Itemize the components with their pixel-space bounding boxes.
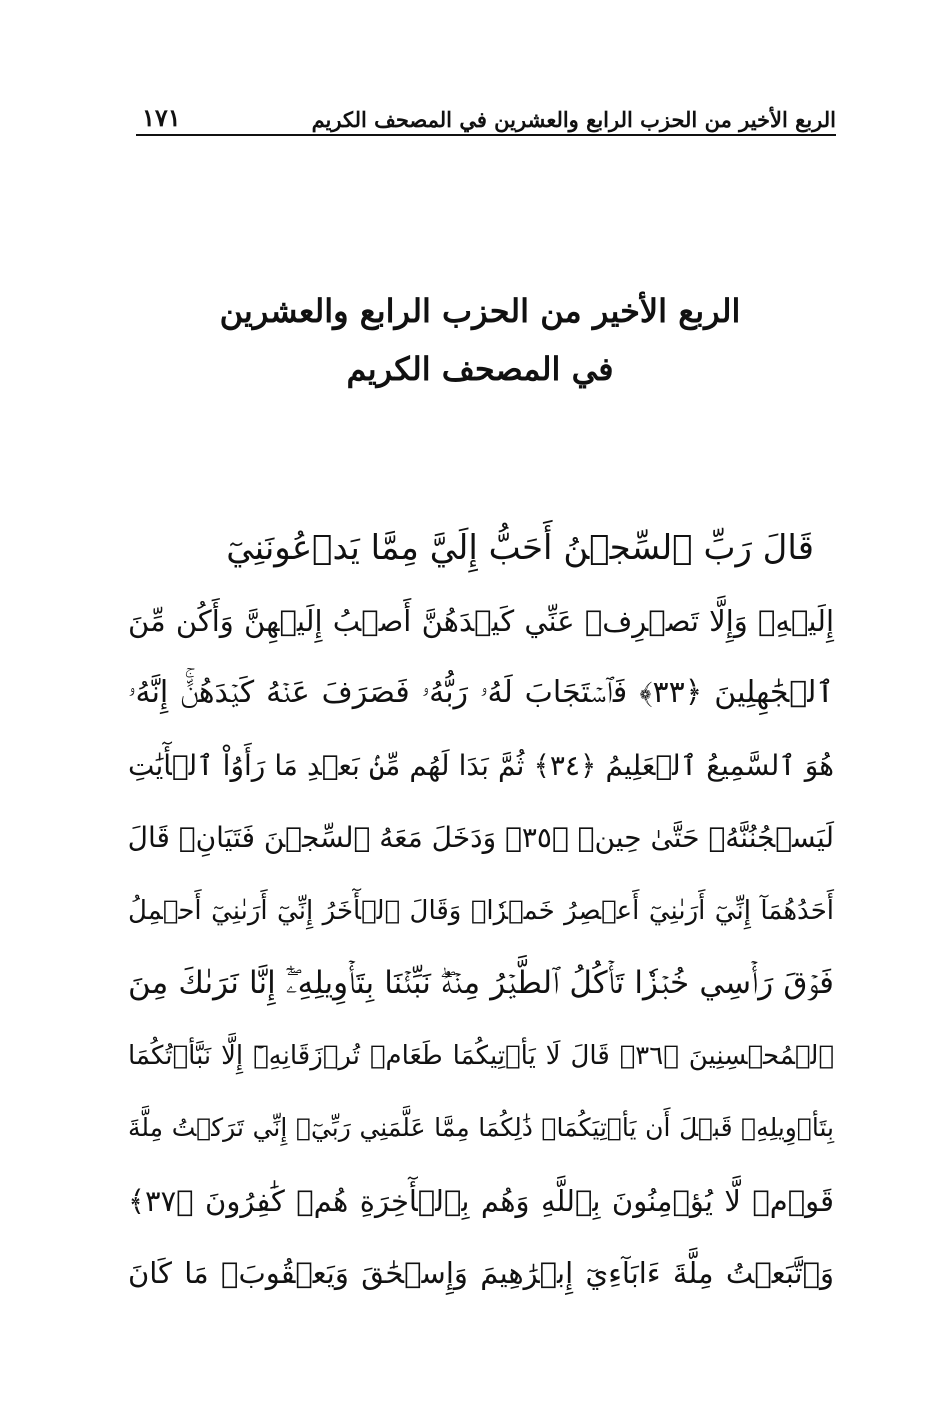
verse-line-1: قَالَ رَبِّ ٱلسِّجۡنُ أَحَبُّ إِلَيَّ مِمَّا يَدۡعُونَنِيٓ: [226, 528, 814, 568]
verse-line-3: ٱلۡجَٰهِلِينَ ﴿٣٣﴾ فَٱسۡتَجَابَ لَهُۥ رَبُّهُۥ فَصَرَفَ عَنۡهُ كَيۡدَهُنَّۚ إِنَّهُۥ: [128, 675, 834, 710]
verse-line-11: وَٱتَّبَعۡتُ مِلَّةَ ءَابَآءِيٓ إِبۡرَٰهِيمَ وَإِسۡحَٰقَ وَيَعۡقُوبَۚ مَا كَانَ: [128, 1256, 834, 1290]
verse-line-8: ٱلۡمُحۡسِنِينَ ﴿٣٦﴾ قَالَ لَا يَأۡتِيكُمَا طَعَامٞ تُرۡزَقَانِهِۦٓ إِلَّا نَبَّأۡتُكُمَا: [128, 1040, 834, 1071]
verse-line-10: قَوۡمٖ لَّا يُؤۡمِنُونَ بِٱللَّهِ وَهُم بِٱلۡأٓخِرَةِ هُمۡ كَٰفِرُونَ ﴿٣٧﴾: [128, 1183, 834, 1218]
chapter-title: [140, 282, 820, 398]
verse-line-7: فَوۡقَ رَأۡسِي خُبۡزٗا تَأۡكُلُ ٱلطَّيۡرُ مِنۡهُۖ نَبِّئۡنَا بِتَأۡوِيلِهِۦٓۖ إِنَّا نَرَىٰكَ مِنَ: [128, 965, 834, 1001]
running-title: الربع الأخير من الحزب الرابع والعشرين في المصحف الكريم: [311, 107, 836, 132]
running-header: [136, 88, 836, 132]
verse-line-2: إِلَيۡهِۖ وَإِلَّا تَصۡرِفۡ عَنِّي كَيۡدَهُنَّ أَصۡبُ إِلَيۡهِنَّ وَأَكُن مِّنَ: [128, 603, 834, 638]
verse-block: [128, 512, 834, 1310]
verse-line-6: أَحَدُهُمَآ إِنِّيٓ أَرَىٰنِيٓ أَعۡصِرُ خَمۡرٗاۖ وَقَالَ ٱلۡأٓخَرُ إِنِّيٓ أَرَىٰنِيٓ أَحۡمِلُ: [128, 895, 834, 926]
chapter-title-line-2: في المصحف الكريم: [346, 350, 614, 388]
verse-line-4: هُوَ ٱلسَّمِيعُ ٱلۡعَلِيمُ ﴿٣٤﴾ ثُمَّ بَدَا لَهُم مِّنۢ بَعۡدِ مَا رَأَوُاْ ٱلۡأٓيَٰتِ: [128, 748, 834, 782]
verse-line-5: لَيَسۡجُنُنَّهُۥ حَتَّىٰ حِينٖ ﴿٣٥﴾ وَدَخَلَ مَعَهُ ٱلسِّجۡنَ فَتَيَانِۖ قَالَ: [127, 821, 834, 854]
page-number: ١٧١: [142, 103, 181, 132]
verse-line-9: بِتَأۡوِيلِهِۦ قَبۡلَ أَن يَأۡتِيَكُمَاۚ ذَٰلِكُمَا مِمَّا عَلَّمَنِي رَبِّيٓۚ إِنِّي تَرَكۡتُ مِلَّةَ: [128, 1113, 834, 1142]
header-rule: [136, 134, 836, 136]
chapter-title-line-1: الربع الأخير من الحزب الرابع والعشرين: [219, 292, 741, 330]
